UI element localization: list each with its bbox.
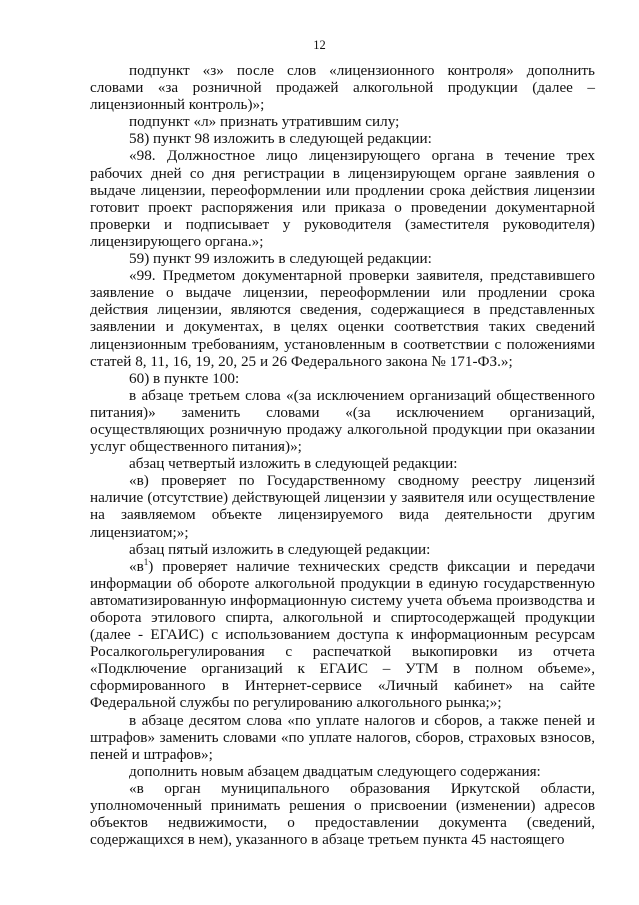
paragraph: дополнить новым абзацем двадцатым следующего содержания: xyxy=(129,762,541,780)
page-number: 12 xyxy=(313,38,326,52)
paragraph: подпункт «з» после слов «лицензионного контроля» дополнить словами «за розничной продажей алкогольной продукции (далее – лицензионный контроль)»; xyxy=(90,62,595,114)
paragraph-v1 xyxy=(90,558,595,712)
paragraph: в абзаце третьем слова «(за исключением организаций общественного питания)» заменить словами «(за исключением организаций, осуществляющих розничную продажу алкогольной продукции при оказании услуг общественного питания)»; xyxy=(90,386,595,456)
paragraph: «в орган муниципального образования Иркутской области, уполномоченный принимать решения о присвоении (изменении) адресов объектов недвижимости, о предоставлении документа (сведений, содержащихся в нем), указанного в абзаце третьем пункта 45 настоящего xyxy=(90,779,595,849)
paragraph: 58) пункт 98 изложить в следующей редакции: xyxy=(129,130,432,148)
paragraph-v1-text: ) проверяет наличие технических средств фиксации и передачи информации об обороте алкогольной продукции в единую государственную автоматизированную информационную систему учета объема производства и оборота этилового спирта, алкогольной и спиртосодержащей продукции (далее - ЕГАИС) с использованием доступа к информационным ресурсам Росалкогольрегулирования с распечаткой выкопировки из отчета «Подключение организаций к ЕГАИС – УТМ в полном объеме», сформированного в Интернет-сервисе «Личный кабинет» на сайте Федеральной службы по регулированию алкогольного рынка;»; xyxy=(90,557,595,712)
paragraph-v1-prefix: «в xyxy=(129,557,144,575)
paragraph: в абзаце десятом слова «по уплате налогов и сборов, а также пеней и штрафов» заменить словами «по уплате налогов, сборов, страховых взносов, пеней и штрафов»; xyxy=(90,711,595,763)
paragraph: «99. Предметом документарной проверки заявителя, представившего заявление о выдаче лицензии, переоформлении или продлении срока действия лицензии, являются сведения, содержащиеся в представленных заявлении и документах, в целях оценки соответствия таких сведений лицензионным требованиям, установленным в соответствии с положениями статей 8, 11, 16, 19, 20, 25 и 26 Федерального закона № 171-ФЗ.»; xyxy=(90,267,595,370)
paragraph: абзац пятый изложить в следующей редакции: xyxy=(129,540,431,558)
paragraph: 59) пункт 99 изложить в следующей редакции: xyxy=(129,250,432,268)
paragraph: «в) проверяет по Государственному сводному реестру лицензий наличие (отсутствие) действующей лицензии у заявителя или осуществление на заявляемом объекте лицензируемого вида деятельности другим лицензиатом;»; xyxy=(90,472,595,541)
superscript: 1 xyxy=(143,556,149,567)
paragraph: подпункт «л» признать утратившим силу; xyxy=(129,113,400,131)
paragraph: 60) в пункте 100: xyxy=(129,369,240,387)
paragraph: абзац четвертый изложить в следующей редакции: xyxy=(129,455,458,473)
document-body xyxy=(90,62,595,848)
paragraph: «98. Должностное лицо лицензирующего органа в течение трех рабочих дней со дня регистрации в лицензирующем органе заявления о выдаче лицензии, переоформлении или продлении срока действия лицензии готовит проект распоряжения или приказа о проведении документарной проверки и подписывает у руководителя (заместителя руководителя) лицензирующего органа.»; xyxy=(90,147,595,250)
